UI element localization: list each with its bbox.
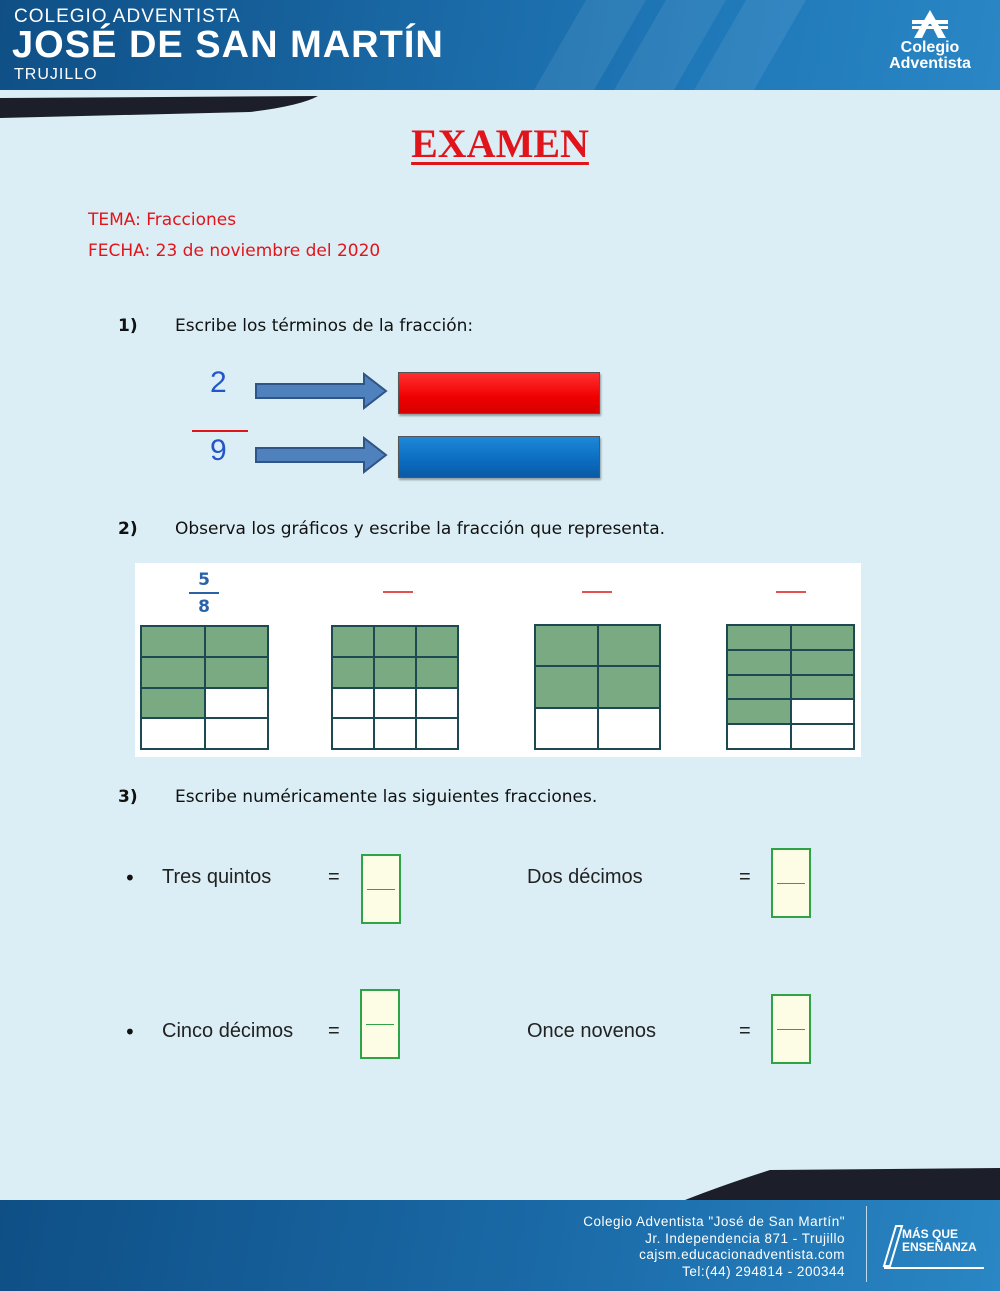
empty-cell: [205, 718, 269, 749]
logo-text-line2: Adventista: [889, 55, 971, 72]
equals-sign: =: [739, 1020, 751, 1042]
question-3-text: Escribe numéricamente las siguientes fracciones.: [175, 787, 598, 807]
shaded-cell: [535, 625, 598, 666]
empty-cell: [535, 708, 598, 749]
page-header: [0, 0, 1000, 90]
shaded-cell: [416, 657, 458, 688]
fraction-grid-1: [140, 625, 269, 750]
footer-swoosh: [0, 1168, 1000, 1202]
empty-cell: [416, 688, 458, 719]
arrow-right-icon: [254, 436, 388, 474]
numerator-answer-box[interactable]: [398, 372, 600, 414]
header-swoosh: [0, 96, 330, 120]
empty-cell: [141, 718, 205, 749]
footer-divider: [866, 1206, 867, 1282]
empty-cell: [374, 718, 416, 749]
empty-cell: [416, 718, 458, 749]
empty-cell: [332, 688, 374, 719]
shaded-cell: [205, 657, 269, 688]
denominator-answer-box[interactable]: [398, 436, 600, 478]
empty-cell: [727, 724, 791, 749]
shaded-cell: [727, 650, 791, 675]
question-1-text: Escribe los términos de la fracción:: [175, 316, 474, 336]
empty-cell: [374, 688, 416, 719]
shaded-cell: [416, 626, 458, 657]
contact-phone: Tel:(44) 294814 - 200344: [682, 1263, 845, 1279]
empty-cell: [205, 688, 269, 719]
example-denominator: 8: [198, 597, 210, 617]
page-footer: [0, 1200, 1000, 1291]
fraction-word-1: Tres quintos: [162, 866, 272, 888]
question-3-number: 3): [118, 787, 138, 807]
empty-cell: [791, 699, 855, 724]
shaded-cell: [374, 626, 416, 657]
fraction-input-2[interactable]: [771, 848, 811, 918]
shaded-cell: [791, 650, 855, 675]
exam-title: EXAMEN: [411, 121, 589, 166]
school-city: TRUJILLO: [14, 66, 98, 83]
shaded-cell: [727, 675, 791, 700]
fraction-word-4: Once novenos: [527, 1020, 656, 1042]
shaded-cell: [332, 657, 374, 688]
fraction-bar: [192, 430, 248, 432]
bullet: •: [124, 866, 136, 890]
shaded-cell: [598, 625, 661, 666]
contact-address: Jr. Independencia 871 - Trujillo: [645, 1230, 845, 1246]
question-2-number: 2): [118, 519, 138, 539]
date-label: FECHA: 23 de noviembre del 2020: [88, 241, 381, 261]
shaded-cell: [791, 625, 855, 650]
shaded-cell: [535, 666, 598, 707]
question-1-number: 1): [118, 316, 138, 336]
empty-cell: [791, 724, 855, 749]
equals-sign: =: [739, 866, 751, 888]
school-contact-info: [583, 1214, 845, 1280]
answer-line-4[interactable]: [776, 591, 806, 593]
adventist-logo-icon: [908, 8, 952, 40]
answer-line-2[interactable]: [383, 591, 413, 593]
mas-que-ensenanza-logo: [880, 1222, 990, 1272]
fraction-grid-4: [726, 624, 855, 750]
shaded-cell: [727, 699, 791, 724]
empty-cell: [332, 718, 374, 749]
shaded-cell: [598, 666, 661, 707]
equals-sign: =: [328, 866, 340, 888]
fraction-grid-3: [534, 624, 661, 750]
school-logo: [868, 8, 992, 72]
bullet: •: [124, 1020, 136, 1044]
equals-sign: =: [328, 1020, 340, 1042]
arrow-right-icon: [254, 372, 388, 410]
fraction-input-1[interactable]: [361, 854, 401, 924]
shaded-cell: [205, 626, 269, 657]
example-numerator: 5: [198, 570, 210, 590]
school-name: JOSÉ DE SAN MARTÍN: [12, 24, 444, 66]
shaded-cell: [727, 625, 791, 650]
empty-cell: [598, 708, 661, 749]
contact-website[interactable]: cajsm.educacionadventista.com: [639, 1247, 845, 1262]
fraction-input-4[interactable]: [771, 994, 811, 1064]
logo-text-line1: Colegio: [900, 39, 960, 56]
fraction-word-2: Dos décimos: [527, 866, 643, 888]
school-label: COLEGIO ADVENTISTA: [14, 6, 241, 27]
shaded-cell: [332, 626, 374, 657]
example-fraction-bar: [189, 592, 219, 594]
shaded-cell: [141, 657, 205, 688]
answer-line-3[interactable]: [582, 591, 612, 593]
shaded-cell: [141, 688, 205, 719]
footer-logo-text: MÁS QUE ENSEÑANZA: [902, 1227, 977, 1254]
fraction-input-3[interactable]: [360, 989, 400, 1059]
fraction-grid-2: [331, 625, 459, 750]
contact-school: Colegio Adventista "José de San Martín": [583, 1214, 845, 1229]
topic-label: TEMA: Fracciones: [88, 210, 237, 230]
fraction-word-3: Cinco décimos: [162, 1020, 294, 1042]
shaded-cell: [791, 675, 855, 700]
question-2-text: Observa los gráficos y escribe la fracción que representa.: [175, 519, 666, 539]
fraction-numerator: 2: [210, 366, 227, 399]
shaded-cell: [141, 626, 205, 657]
fraction-denominator: 9: [210, 434, 227, 467]
shaded-cell: [374, 657, 416, 688]
